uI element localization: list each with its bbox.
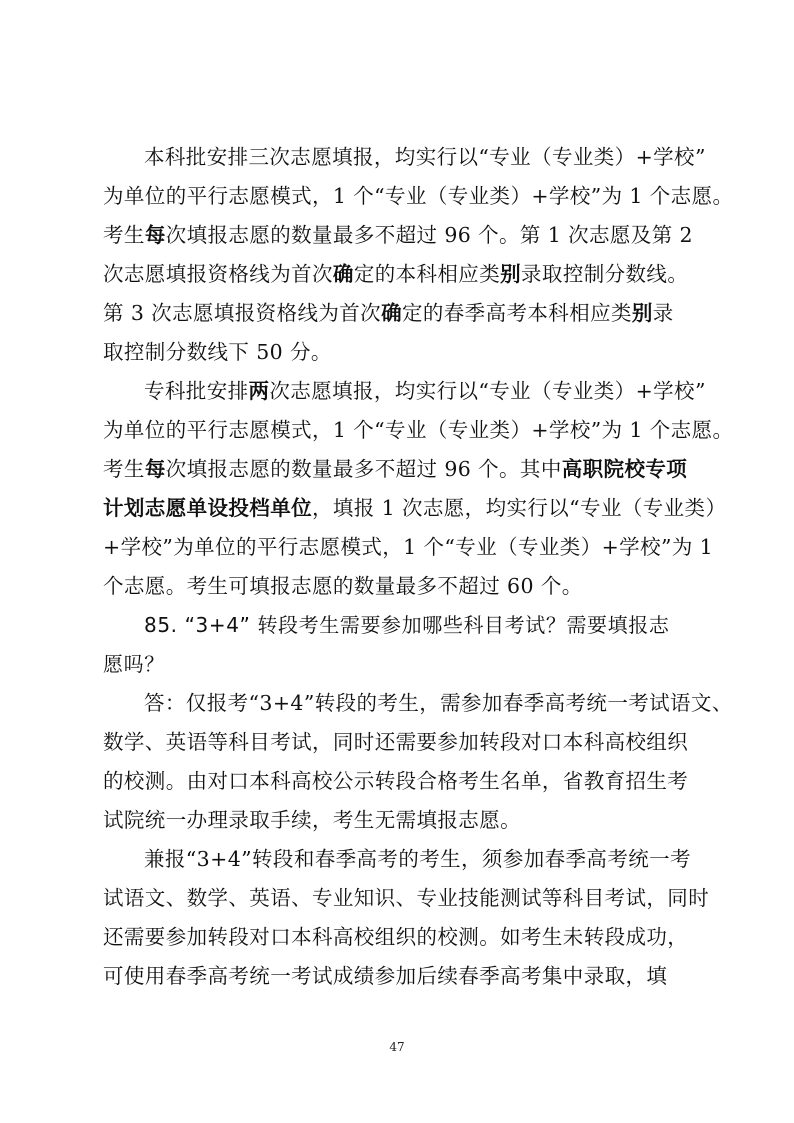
p4-line-3: 还需要参加转段对口本科高校组织的校测。如考生未转段成功，	[103, 925, 689, 949]
p1-line-6: 取控制分数线下 50 分。	[103, 340, 332, 364]
p3-line-3: 的校测。由对口本科高校公示转段合格考生名单，省教育招生考	[103, 769, 689, 793]
p4-line-4: 可使用春季高考统一考试成绩参加后续春季高考集中录取，填	[103, 964, 668, 988]
p4-line-1: 兼报“3+4”转段和春季高考的考生，须参加春季高考统一考	[144, 847, 691, 871]
p3-line-1: 答：仅报考“3+4”转段的考生，需参加春季高考统一考试语文、	[144, 691, 733, 715]
p1-line-2: 为单位的平行志愿模式，1 个“专业（专业类）+学校”为 1 个志愿。	[103, 184, 734, 208]
question-line-2: 愿吗？	[103, 652, 165, 676]
page-number: 47	[389, 1040, 405, 1054]
p1-line-4: 次志愿填报资格线为首次确定的本科相应类别录取控制分数线。	[103, 262, 689, 286]
p2-line-3: 考生每次填报志愿的数量最多不超过 96 个。其中高职院校专项	[103, 457, 688, 481]
p2-line-2: 为单位的平行志愿模式，1 个“专业（专业类）+学校”为 1 个志愿。	[103, 418, 734, 442]
p1-line-5: 第 3 次志愿填报资格线为首次确定的春季高考本科相应类别录	[103, 301, 674, 325]
question-line-1: 85. “3+4” 转段考生需要参加哪些科目考试？需要填报志	[144, 613, 670, 637]
p3-line-2: 数学、英语等科目考试，同时还需要参加转段对口本科高校组织	[103, 730, 689, 754]
p2-line-6: 个志愿。考生可填报志愿的数量最多不超过 60 个。	[103, 574, 583, 598]
p3-line-4: 试院统一办理录取手续，考生无需填报志愿。	[103, 808, 521, 832]
p2-line-4: 计划志愿单设投档单位，填报 1 次志愿，均实行以“专业（专业类）	[103, 496, 727, 520]
p2-line-5: +学校”为单位的平行志愿模式，1 个“专业（专业类）+学校”为 1	[103, 535, 714, 559]
p2-line-1: 专科批安排两次志愿填报，均实行以“专业（专业类）+学校”	[144, 379, 706, 403]
p1-line-1: 本科批安排三次志愿填报，均实行以“专业（专业类）+学校”	[144, 145, 706, 169]
p1-line-3: 考生每次填报志愿的数量最多不超过 96 个。第 1 次志愿及第 2	[103, 223, 693, 247]
p4-line-2: 试语文、数学、英语、专业知识、专业技能测试等科目考试，同时	[103, 886, 710, 910]
